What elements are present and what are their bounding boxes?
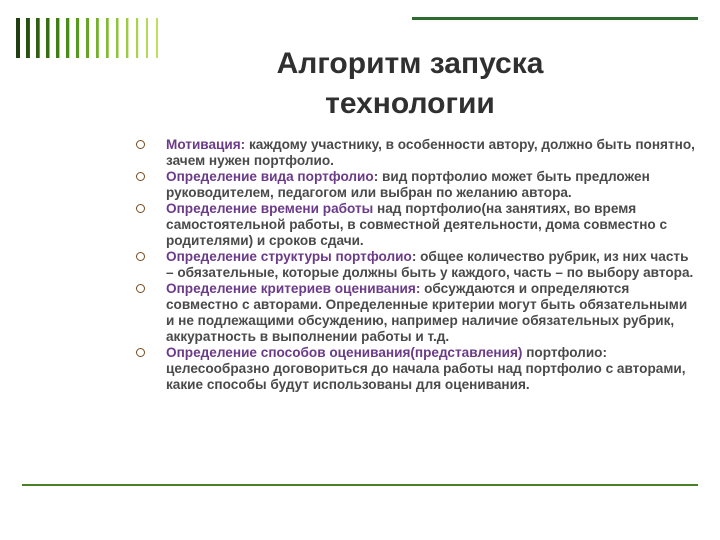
stripe [116, 18, 119, 58]
list-item [136, 137, 696, 169]
stripe [156, 18, 158, 58]
stripe [36, 18, 40, 58]
slide-title [200, 44, 620, 124]
circle-bullet-icon [136, 140, 145, 149]
bullet-list [136, 137, 696, 393]
list-item [136, 345, 696, 393]
list-item [136, 201, 696, 249]
item-text: над портфолио(на занятиях, во время самостоятельной работы, в совместной деятельности, дома совместно с родителями) и сроков сдачи. [166, 201, 668, 248]
stripe [106, 18, 109, 58]
stripe [16, 18, 20, 58]
circle-bullet-icon [136, 348, 145, 357]
stripe [126, 18, 128, 58]
title-line-1: Алгоритм запуска [276, 47, 544, 80]
item-heading: Определение критериев оценивания: [166, 281, 425, 296]
stripe [146, 18, 148, 58]
stripe [56, 18, 59, 58]
item-text: портфолио: целесообразно договориться до начала работы над портфолио с авторами, какие способы будут использованы для оценивания. [166, 345, 686, 392]
list-item [136, 281, 696, 345]
item-text: : вид портфолио может быть предложен руководителем, педагогом или выбран по желанию автора. [166, 169, 650, 200]
list-item [136, 169, 696, 201]
stripe [86, 18, 89, 58]
stripe [26, 18, 30, 58]
item-text: обсуждаются и определяются совместно с авторами. Определенные критерии могут быть обязательными и не подлежащими обсуждению, например наличие обязательных рубрик, аккуратность в выполнении работы и т.д. [166, 281, 688, 344]
item-heading: Определение вида портфолио [166, 169, 374, 184]
stripe [66, 18, 69, 58]
bottom-rule [22, 484, 698, 486]
title-line-2: технологии [325, 87, 495, 120]
item-heading: Мотивация: [166, 137, 249, 152]
stripe [136, 18, 138, 58]
stripe [46, 18, 50, 58]
stripe [96, 18, 99, 58]
top-rule [412, 17, 698, 20]
stripe [76, 18, 79, 58]
list-item [136, 249, 696, 281]
item-heading: Определение структуры портфолио [166, 249, 412, 264]
item-heading: Определение способов оценивания(представления) [166, 345, 527, 360]
item-heading: Определение времени работы [166, 201, 378, 216]
circle-bullet-icon [136, 252, 145, 261]
item-text: каждому участнику, в особенности автору, должно быть понятно, зачем нужен портфолио. [166, 137, 695, 168]
circle-bullet-icon [136, 204, 145, 213]
circle-bullet-icon [136, 284, 145, 293]
circle-bullet-icon [136, 172, 145, 181]
item-text: : общее количество рубрик, из них часть – обязательные, которые должны быть у каждого, часть – по выбору автора. [166, 249, 694, 280]
